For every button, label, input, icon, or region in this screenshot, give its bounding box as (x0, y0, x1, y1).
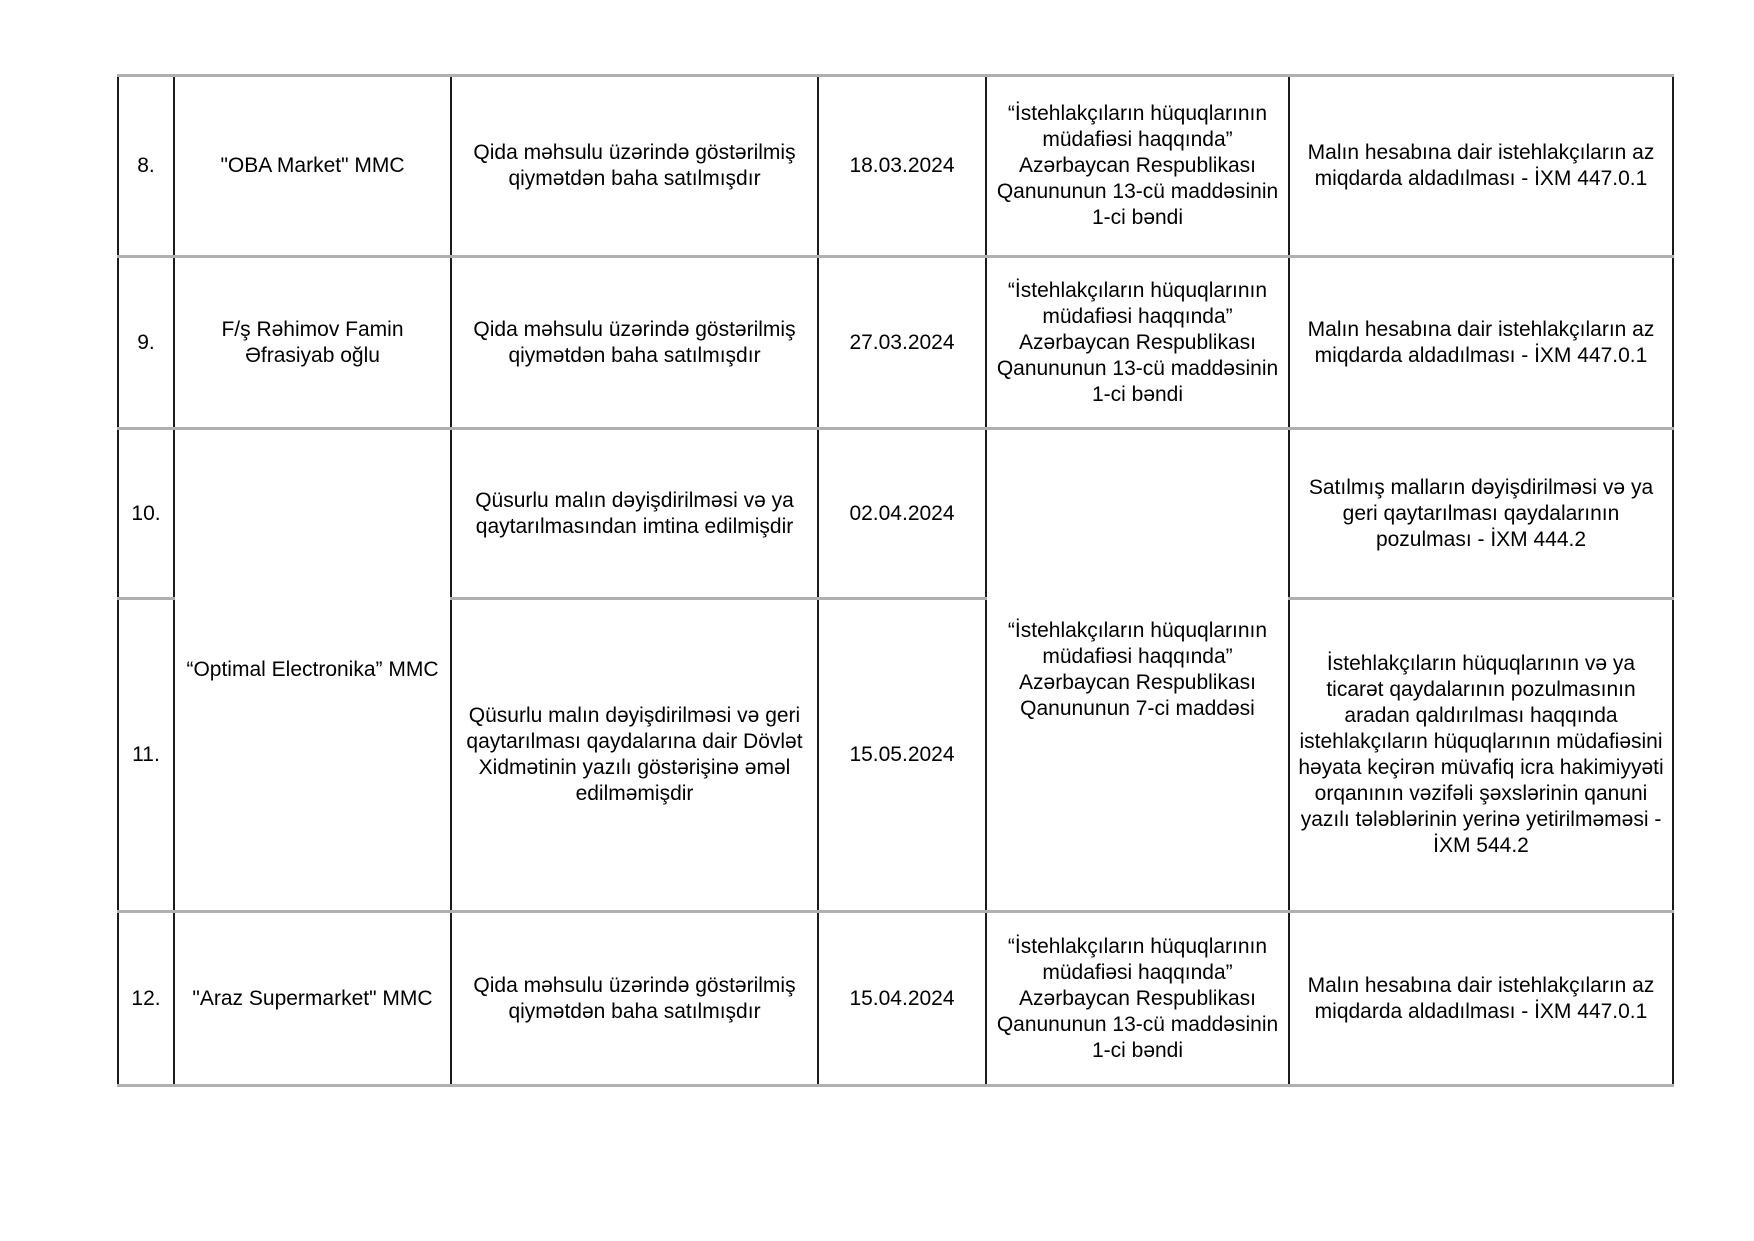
violation-cell: Qüsurlu malın dəyişdirilməsi və geri qaytarılması qaydalarına dair Dövlət Xidmətinin yazılı göstərişinə əməl edilməmişdir (451, 599, 818, 912)
sanction-cell: Malın hesabına dair istehlakçıların az miqdarda aldadılması - İXM 447.0.1 (1289, 912, 1673, 1086)
table-row (118, 912, 1673, 1086)
law-article-cell: “İstehlakçıların hüquqlarının müdafiəsi haqqında” Azərbaycan Respublikası Qanununun 13-cü maddəsinin 1-ci bəndi (986, 257, 1289, 429)
sanction-cell: Malın hesabına dair istehlakçıların az miqdarda aldadılması - İXM 447.0.1 (1289, 76, 1673, 257)
row-number-cell: 12. (118, 912, 174, 1086)
date-cell: 27.03.2024 (818, 257, 986, 429)
row-number-cell: 10. (118, 429, 174, 599)
table-row (118, 429, 1673, 599)
row-number-cell: 9. (118, 257, 174, 429)
table-row (118, 76, 1673, 257)
date-cell: 15.05.2024 (818, 599, 986, 912)
date-cell: 15.04.2024 (818, 912, 986, 1086)
entity-name-cell: F/ş Rəhimov Famin Əfrasiyab oğlu (174, 257, 451, 429)
sanction-cell: Satılmış malların dəyişdirilməsi və ya geri qaytarılması qaydalarının pozulması - İXM 444.2 (1289, 429, 1673, 599)
date-cell: 02.04.2024 (818, 429, 986, 599)
entity-name-cell: "OBA Market" MMC (174, 76, 451, 257)
date-cell: 18.03.2024 (818, 76, 986, 257)
row-number-cell: 8. (118, 76, 174, 257)
law-article-cell: “İstehlakçıların hüquqlarının müdafiəsi haqqında” Azərbaycan Respublikası Qanununun 13-cü maddəsinin 1-ci bəndi (986, 76, 1289, 257)
law-article-cell: “İstehlakçıların hüquqlarının müdafiəsi haqqında” Azərbaycan Respublikası Qanununun 13-cü maddəsinin 1-ci bəndi (986, 912, 1289, 1086)
entity-name-cell: "Araz Supermarket" MMC (174, 912, 451, 1086)
sanction-cell: İstehlakçıların hüquqlarının və ya ticarət qaydalarının pozulmasının aradan qaldırılması haqqında istehlakçıların hüquqlarının müdafiəsini həyata keçirən müvafiq icra hakimiyyəti orqanının vəzifəli şəxslərinin qanuni yazılı tələblərinin yerinə yetirilməməsi - İXM 544.2 (1289, 599, 1673, 912)
violations-table (117, 74, 1674, 1087)
row-number-cell: 11. (118, 599, 174, 912)
table-row (118, 257, 1673, 429)
violation-cell: Qida məhsulu üzərində göstərilmiş qiymətdən baha satılmışdır (451, 76, 818, 257)
violation-cell: Qida məhsulu üzərində göstərilmiş qiymətdən baha satılmışdır (451, 257, 818, 429)
sanction-cell: Malın hesabına dair istehlakçıların az miqdarda aldadılması - İXM 447.0.1 (1289, 257, 1673, 429)
law-article-cell: “İstehlakçıların hüquqlarının müdafiəsi haqqında” Azərbaycan Respublikası Qanununun 7-ci maddəsi (986, 429, 1289, 912)
violation-cell: Qida məhsulu üzərində göstərilmiş qiymətdən baha satılmışdır (451, 912, 818, 1086)
entity-name-cell: “Optimal Electronika” MMC (174, 429, 451, 912)
violation-cell: Qüsurlu malın dəyişdirilməsi və ya qaytarılmasından imtina edilmişdir (451, 429, 818, 599)
